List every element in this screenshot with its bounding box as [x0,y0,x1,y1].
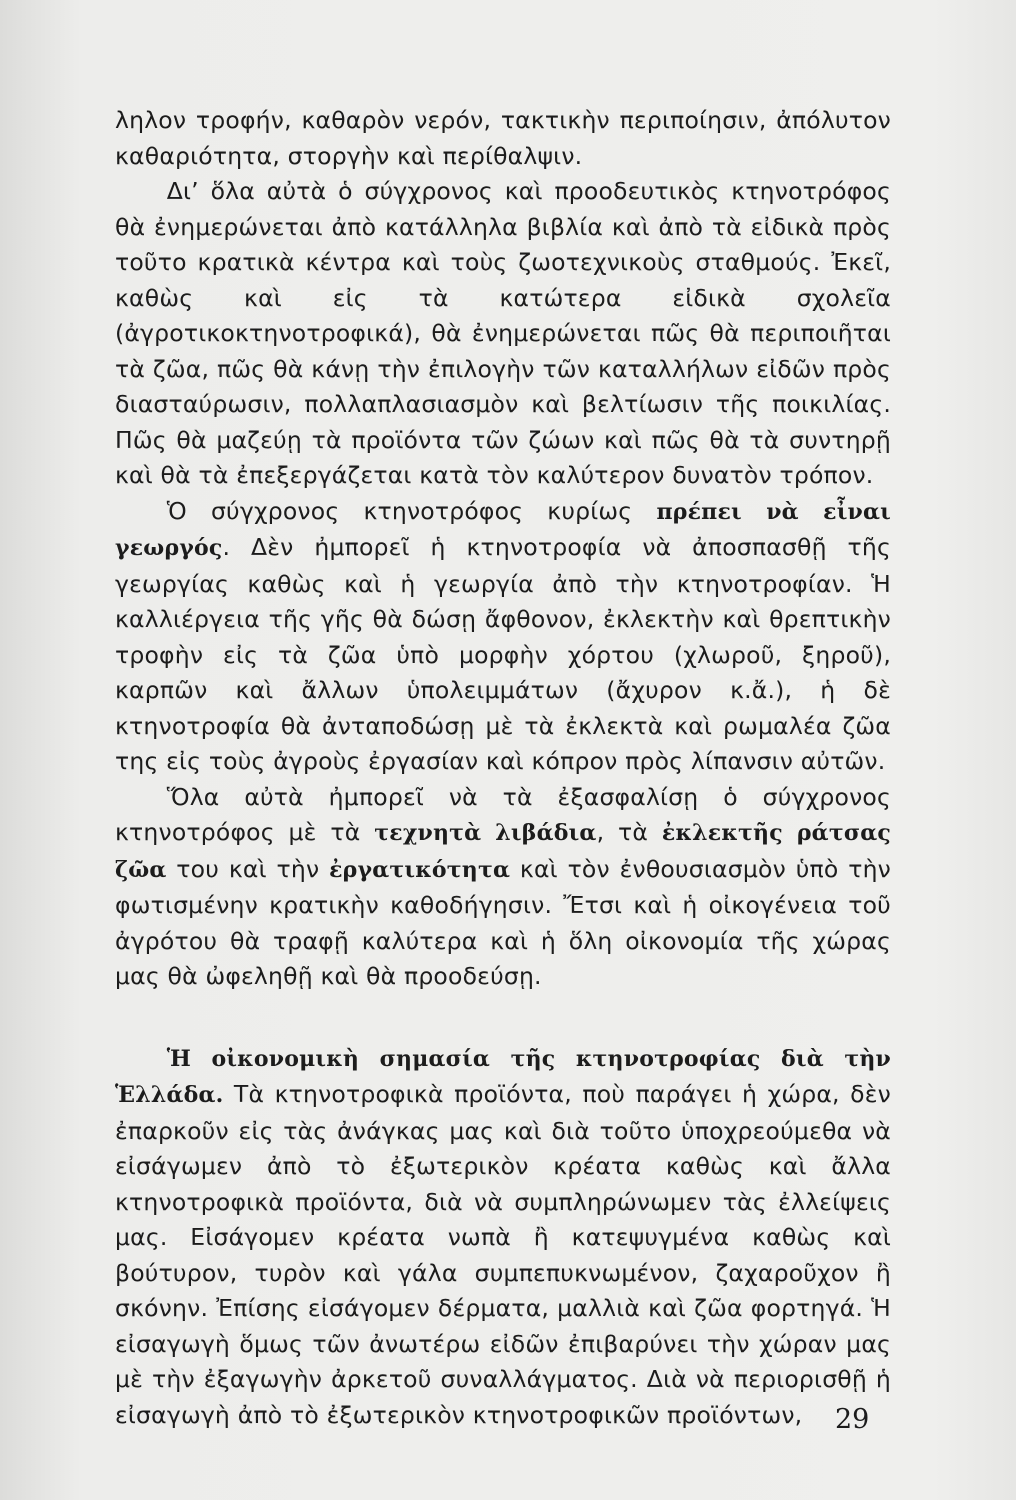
bold-phrase: πρέπει νὰ εἶναι γεωργός [115,498,891,561]
bold-phrase: ἐκλεκτῆς ράτσας ζῶα [115,820,891,883]
bold-phrase: τεχνητὰ λιβάδια [374,820,597,846]
text-run: , τὰ [596,818,662,846]
paragraph [115,174,891,494]
text-run: ληλον τροφήν, καθαρὸν νερόν, τακτικὴν περιποίησιν, ἀπόλυτον καθαριότητα, στοργὴν καὶ περίθαλψιν. [115,106,891,170]
text-run: του καὶ τὴν [166,854,330,883]
bold-phrase: Ἡ οἰκονομικὴ σημασία τῆς κτηνοτροφίας διὰ τὴν Ἑλλάδα. [115,1045,891,1108]
page-number: 29 [835,1404,870,1435]
text-run: Ὁ σύγχρονος κτηνοτρόφος κυρίως [166,496,657,525]
paragraph [115,103,891,174]
body-text [115,103,891,1433]
text-run: Τὰ κτηνοτροφικὰ προϊόντα, ποὺ παράγει ἡ χώρα, δὲν ἐπαρκοῦν εἰς τὰς ἀνάγκας μας καὶ διὰ τοῦτο ὑποχρεούμεθα νὰ εἰσάγωμεν ἀπὸ τὸ ἐξωτερικὸν κρέατα καθὼς καὶ ἄλλα κτηνοτροφικὰ προϊόντα, διὰ νὰ συμπληρώνωμεν τὰς ἐλλείψεις μας. Εἰσάγομεν κρέατα νωπὰ ἢ κατεψυγμένα καθὼς καὶ βούτυρον, τυρὸν καὶ γάλα συμπεπυκνωμένον, ζαχαροῦχον ἢ σκόνην. Ἐπίσης εἰσάγομεν δέρματα, μαλλιὰ καὶ ζῶα φορτηγά. Ἡ εἰσαγωγὴ ὅμως τῶν ἀνωτέρω εἰδῶν ἐπιβαρύνει τὴν χώραν μας μὲ τὴν ἐξαγωγὴν ἀρκετοῦ συναλλάγματος. Διὰ νὰ περιορισθῇ ἡ εἰσαγωγὴ ἀπὸ τὸ ἐξωτερικὸν κτηνοτροφικῶν προϊόντων, [115,1080,891,1429]
text-run: καὶ τὸν ἐνθουσιασμὸν ὑπὸ τὴν φωτισμένην κρατικὴν καθοδήγησιν. Ἔτσι καὶ ἡ οἰκογένεια τοῦ ἀγρότου θὰ τραφῇ καλύτερα καὶ ἡ ὅλη οἰκονομία τῆς χώρας μας θὰ ὠφεληθῇ καὶ θὰ προοδεύσῃ. [115,854,891,990]
paragraph [115,780,891,995]
text-run: Δι’ ὅλα αὐτὰ ὁ σύγχρονος καὶ προοδευτικὸς κτηνοτρόφος θὰ ἐνημερώνεται ἀπὸ κατάλληλα βιβλία καὶ ἀπὸ τὰ εἰδικὰ πρὸς τοῦτο κρατικὰ κέντρα καὶ τοὺς ζωοτεχνικοὺς σταθμούς. Ἐκεῖ, καθὼς καὶ εἰς τὰ κατώτερα εἰδικὰ σχολεῖα (ἀγροτικοκτηνοτροφικά), θὰ ἐνημερώνεται πῶς θὰ περιποιῆται τὰ ζῶα, πῶς θὰ κάνῃ τὴν ἐπιλογὴν τῶν καταλλήλων εἰδῶν πρὸς διασταύρωσιν, πολλαπλασιασμὸν καὶ βελτίωσιν τῆς ποικιλίας. Πῶς θὰ μαζεύῃ τὰ προϊόντα τῶν ζώων καὶ πῶς θὰ τὰ συντηρῇ καὶ θὰ τὰ ἐπεξεργάζεται κατὰ τὸν καλύτερον δυνατὸν τρόπον. [115,177,891,489]
paragraph [115,494,891,780]
section-paragraph [115,1041,891,1434]
text-run: Ὅλα αὐτὰ ἠμπορεῖ νὰ τὰ ἐξασφαλίσῃ ὁ σύγχρονος κτηνοτρόφος μὲ τὰ [115,782,891,846]
text-run: . Δὲν ἠμπορεῖ ἡ κτηνοτροφία νὰ ἀποσπασθῇ τῆς γεωργίας καθὼς καὶ ἡ γεωργία ἀπὸ τὴν κτηνοτροφίαν. Ἡ καλλιέργεια τῆς γῆς θὰ δώσῃ ἄφθονον, ἐκλεκτὴν καὶ θρεπτικὴν τροφὴν εἰς τὰ ζῶα ὑπὸ μορφὴν χόρτου (χλωροῦ, ξηροῦ), καρπῶν καὶ ἄλλων ὑπολειμμάτων (ἄχυρον κ.ἄ.), ἡ δὲ κτηνοτροφία θὰ ἀνταποδώσῃ μὲ τὰ ἐκλεκτὰ καὶ ρωμαλέα ζῶα της εἰς τοὺς ἀγροὺς ἐργασίαν καὶ κόπρον πρὸς λίπανσιν αὐτῶν. [115,533,891,775]
bold-phrase: ἐργατικότητα [329,856,511,883]
